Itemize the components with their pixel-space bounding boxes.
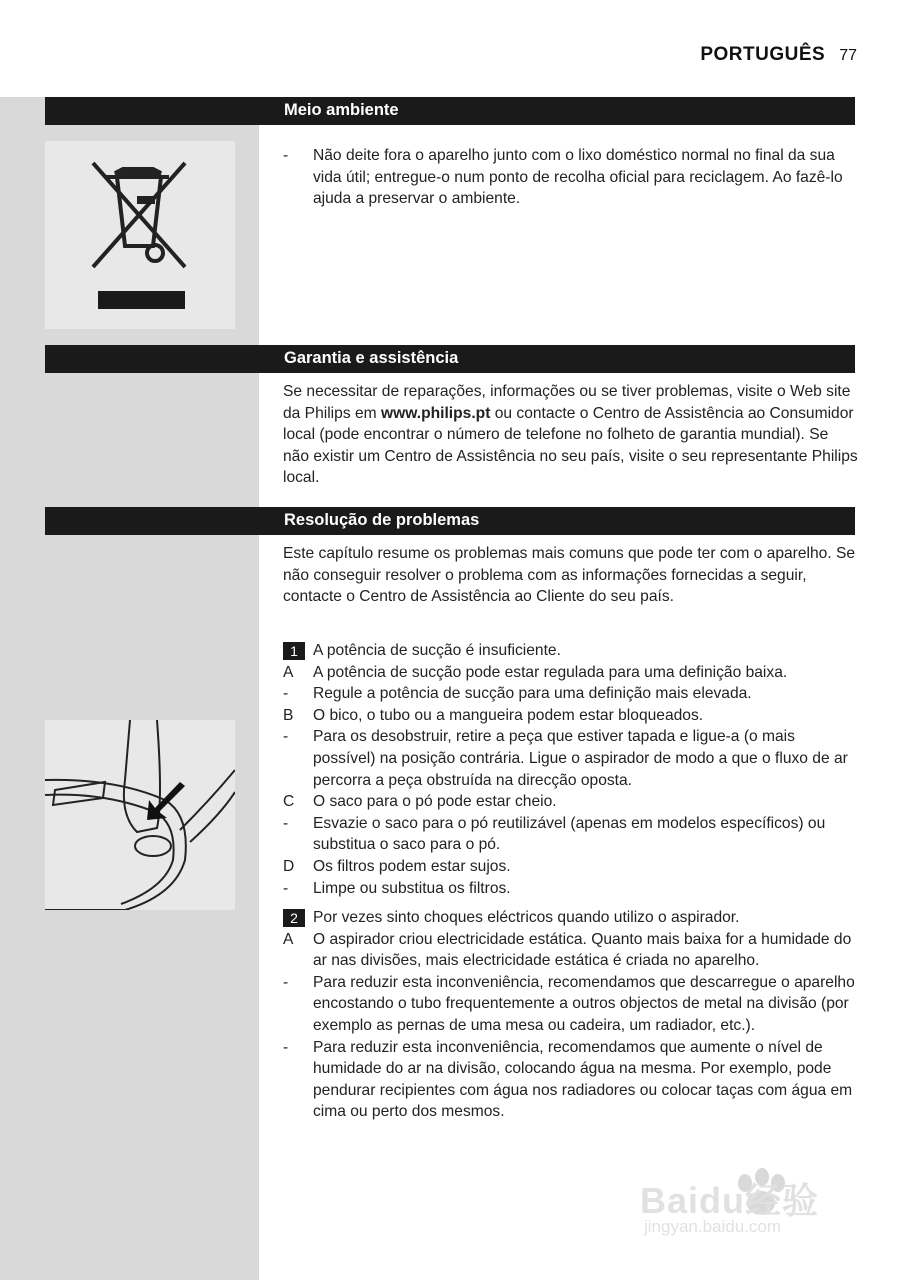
page-header (700, 44, 857, 66)
section-title: Garantia e assistência (284, 349, 459, 367)
environment-text: Não deite fora o aparelho junto com o lixo doméstico normal no final da sua vida útil; entregue-o num ponto de recolha oficial para reciclagem. Ao fazê-lo ajuda a preservar o ambiente. (313, 147, 843, 208)
question-2-block: 2 Por vezes sinto choques eléctricos quando utilizo o aspirador. A O aspirador criou electricidade estática. Quanto mais baixa for a humidade do ar nas divisões, mais electricidade estática é criada no aparelho. - Para reduzir esta inconveniência, recomendamos que descarregue o aparelho encostando o tubo frequentemente a outros objectos de metal na divisão (por exemplo as pernas de uma mesa ou cadeira, um radiador, etc.). - Para reduzir esta inconveniência, recomendamos que aumente o nível de humidade do ar na divisão, colocando água na mesma. Por exemplo, pode pendurar recipientes com água nos radiadores ou colocar taças com água em cima ou perto dos mesmos. (283, 907, 858, 1123)
troubleshooting-intro (283, 543, 858, 608)
question-number-badge: 2 (283, 909, 305, 927)
answer-item: Esvazie o saco para o pó reutilizável (apenas em modelos específicos) ou substitua o saco para o pó. (313, 814, 826, 854)
question-number-badge: 1 (283, 642, 305, 660)
answer-item: Para os desobstruir, retire a peça que estiver tapada e ligue-a (o mais possível) na posição contrária. Ligue o aspirador de modo a que o fluxo de ar percorra a peça obstruída na direcção oposta. (313, 728, 848, 789)
watermark-brand: Baidu经验 (640, 1180, 820, 1221)
weee-symbol-image (45, 141, 235, 329)
answer-item: O saco para o pó pode estar cheio. (313, 793, 557, 811)
guarantee-text-block (283, 381, 858, 489)
section-title: Meio ambiente (284, 101, 399, 119)
answer-item: Para reduzir esta inconveniência, recomendamos que descarregue o aparelho encostando o tubo frequentemente a outros objectos de metal na divisão (por exemplo as pernas de uma mesa ou cadeira, um radiador, etc.). (313, 973, 855, 1034)
answer-item: Os filtros podem estar sujos. (313, 857, 511, 875)
watermark-url: jingyan.baidu.com (644, 1217, 782, 1236)
answer-item: O bico, o tubo ou a mangueira podem estar bloqueados. (313, 706, 704, 724)
answer-item: A potência de sucção pode estar regulada para uma definição baixa. (313, 663, 788, 681)
environment-text-block (283, 145, 858, 210)
section-bar-guarantee (45, 345, 855, 373)
answer-item: Para reduzir esta inconveniência, recomendamos que aumente o nível de humidade do ar na divisão, colocando água na mesma. Por exemplo, pode pendurar recipientes com água nos radiadores ou colocar taças com água em cima ou perto dos mesmos. (313, 1038, 853, 1121)
guarantee-paragraph: Se necessitar de reparações, informações ou se tiver problemas, visite o Web site da Philips em www.philips.pt ou contacte o Centro de Assistência ao Consumidor local (pode encontrar o número de telefone no folheto de garantia mundial). Se não existir um Centro de Assistência no seu país, visite o seu representante Philips local. (283, 383, 858, 487)
bullet-marker: - (283, 147, 289, 164)
philips-url-link[interactable]: www.philips.pt (380, 404, 491, 422)
answer-item: O aspirador criou electricidade estática. Quanto mais baixa for a humidade do ar nas divisões, mais electricidade estática é criada no aparelho. (313, 930, 852, 970)
section-title: Resolução de problemas (284, 511, 480, 529)
language-label: PORTUGUÊS (700, 44, 826, 65)
baidu-watermark (640, 1165, 855, 1245)
question-text: Por vezes sinto choques eléctricos quando utilizo o aspirador. (313, 909, 740, 926)
crossed-bin-icon (45, 141, 235, 329)
intro-paragraph: Este capítulo resume os problemas mais comuns que pode ter com o aparelho. Se não conseguir resolver o problema com as informações fornecidas a seguir, contacte o Centro de Assistência ao Cliente do seu país. (283, 545, 856, 606)
question-1-block: 1 A potência de sucção é insuficiente. A A potência de sucção pode estar regulada para uma definição baixa. - Regule a potência de sucção para uma definição mais elevada. B O bico, o tubo ou a mangueira podem estar bloqueados. - Para os desobstruir, retire a peça que estiver tapada e ligue-a (o mais possível) na posição contrária. Ligue o aspirador de modo a que o fluxo de ar percorra a peça obstruída na direcção oposta. C O saco para o pó pode estar cheio. - Esvazie o saco para o pó reutilizável (apenas em modelos específicos) ou substitua o saco para o pó. D Os filtros podem estar sujos. - Limpe ou substitua os filtros. (283, 640, 858, 899)
page-number: 77 (839, 47, 857, 64)
section-bar-troubleshooting (45, 507, 855, 535)
answer-item: Limpe ou substitua os filtros. (313, 879, 511, 897)
answer-item: Regule a potência de sucção para uma definição mais elevada. (313, 685, 752, 703)
vacuum-cleaner-illustration (45, 720, 235, 910)
section-bar-environment (45, 97, 855, 125)
question-text: A potência de sucção é insuficiente. (313, 642, 561, 659)
question-2-heading (283, 907, 858, 929)
question-1-heading (283, 640, 858, 662)
vacuum-hand-illustration-icon (45, 720, 235, 910)
